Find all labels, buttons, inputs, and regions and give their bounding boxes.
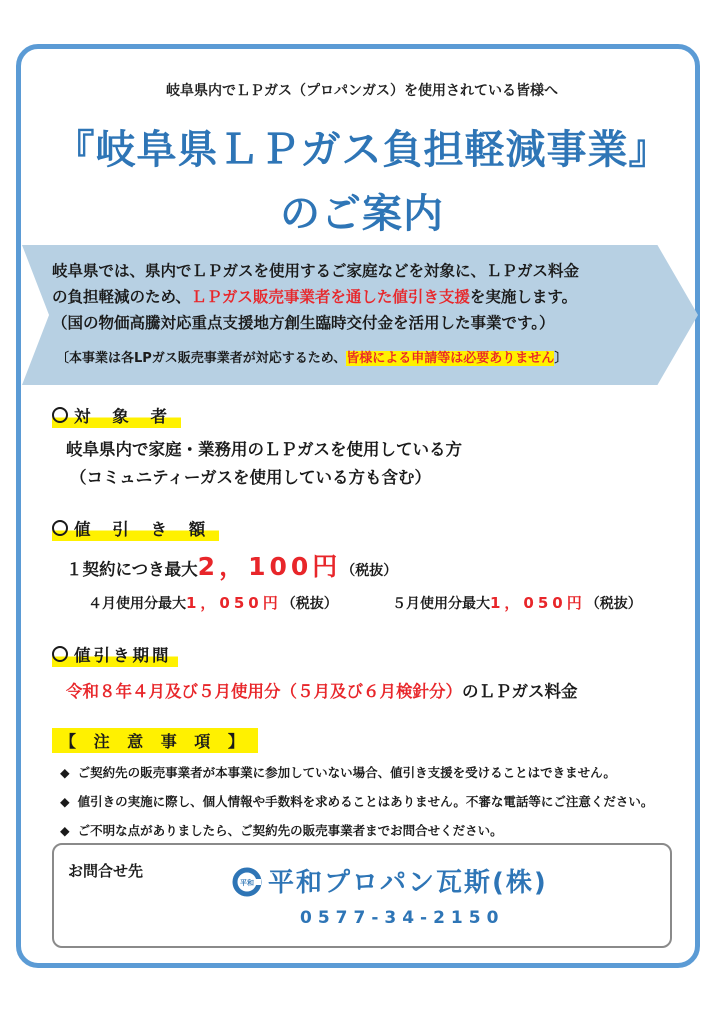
target-heading-label: 対 象 者 (74, 407, 175, 426)
circle-icon (52, 520, 68, 536)
discount-may (392, 592, 642, 613)
target-line-2: （コミュニティーガスを使用している方も含む） (70, 468, 432, 487)
intro-text: 岐阜県内でＬＰガス（プロパンガス）を使用されている皆様へ (166, 83, 558, 99)
banner-line-2-post: を実施します。 (469, 288, 578, 306)
target-line-1: 岐阜県内で家庭・業務用のＬＰガスを使用している方 (66, 440, 462, 459)
april-label: ４月使用分最大 (88, 596, 186, 612)
discount-main-pre: １契約につき最大 (66, 560, 198, 579)
notice-item (60, 792, 653, 810)
note-pre: 〔本事業は各LPガス販売事業者が対応するため、 (56, 351, 347, 366)
banner-line-2-red: ＬＰガス販売事業者を通した値引き支援 (190, 288, 470, 306)
notice-item-text: ご不明な点がありましたら、ご契約先の販売事業者までお問合せください。 (77, 823, 503, 838)
may-amount: 1，050円 (490, 594, 586, 612)
banner-line-2-pre: の負担軽減のため、 (52, 288, 191, 306)
discount-april (88, 592, 338, 613)
april-amount: 1，050円 (186, 594, 282, 612)
diamond-icon: ◆ (60, 765, 70, 780)
banner-line-3: （国の物価高騰対応重点支援地方創生臨時交付金を活用した事業です。） (52, 314, 555, 332)
april-tax: （税抜） (281, 596, 338, 612)
notice-item (60, 821, 503, 839)
company-name: 平和プロパン瓦斯(株) (268, 868, 548, 898)
banner-line-2 (52, 284, 692, 310)
phone-number[interactable]: 0577-34-2150 (300, 908, 505, 928)
diamond-icon: ◆ (60, 823, 70, 838)
title-line-1: 『岐阜県ＬＰガス負担軽減事業』 (54, 127, 670, 173)
discount-main (66, 547, 397, 583)
logo-text: 平和 (240, 879, 254, 887)
period-post-text: のＬＰガス料金 (462, 682, 578, 701)
notice-item-text: ご契約先の販売事業者が本事業に参加していない場合、値引き支援を受けることはできません。 (77, 765, 616, 780)
may-label: ５月使用分最大 (392, 596, 490, 612)
circle-icon (52, 646, 68, 662)
contact-label: お問合せ先 (68, 862, 144, 880)
banner-note (56, 347, 676, 366)
may-tax: （税抜） (585, 596, 642, 612)
discount-main-amount: 2，100円 (197, 552, 342, 581)
period-heading-label: 値引き期間 (74, 646, 172, 665)
period-text (66, 678, 578, 702)
banner-text (52, 258, 692, 336)
circle-icon (52, 407, 68, 423)
banner-line-1: 岐阜県では、県内でＬＰガスを使用するご家庭などを対象に、ＬＰガス料金 (52, 262, 580, 280)
period-red-text: 令和８年４月及び５月使用分（５月及び６月検針分） (66, 682, 462, 701)
note-highlight: 皆様による申請等は必要ありません (346, 351, 555, 366)
company-logo-icon (232, 867, 262, 897)
diamond-icon: ◆ (60, 794, 70, 809)
note-post: 〕 (554, 351, 568, 366)
discount-heading-label: 値 引 き 額 (74, 520, 214, 539)
discount-heading (52, 516, 219, 541)
notice-item (60, 763, 616, 781)
notice-label: 【 注 意 事 項 】 (52, 728, 258, 753)
discount-main-post: （税抜） (341, 563, 398, 579)
target-heading (52, 403, 181, 428)
title-line-2: のご案内 (280, 191, 444, 237)
notice-item-text: 値引きの実施に際し、個人情報や手数料を求めることはありません。不審な電話等にご注意ください。 (77, 794, 654, 809)
period-heading (52, 642, 178, 667)
